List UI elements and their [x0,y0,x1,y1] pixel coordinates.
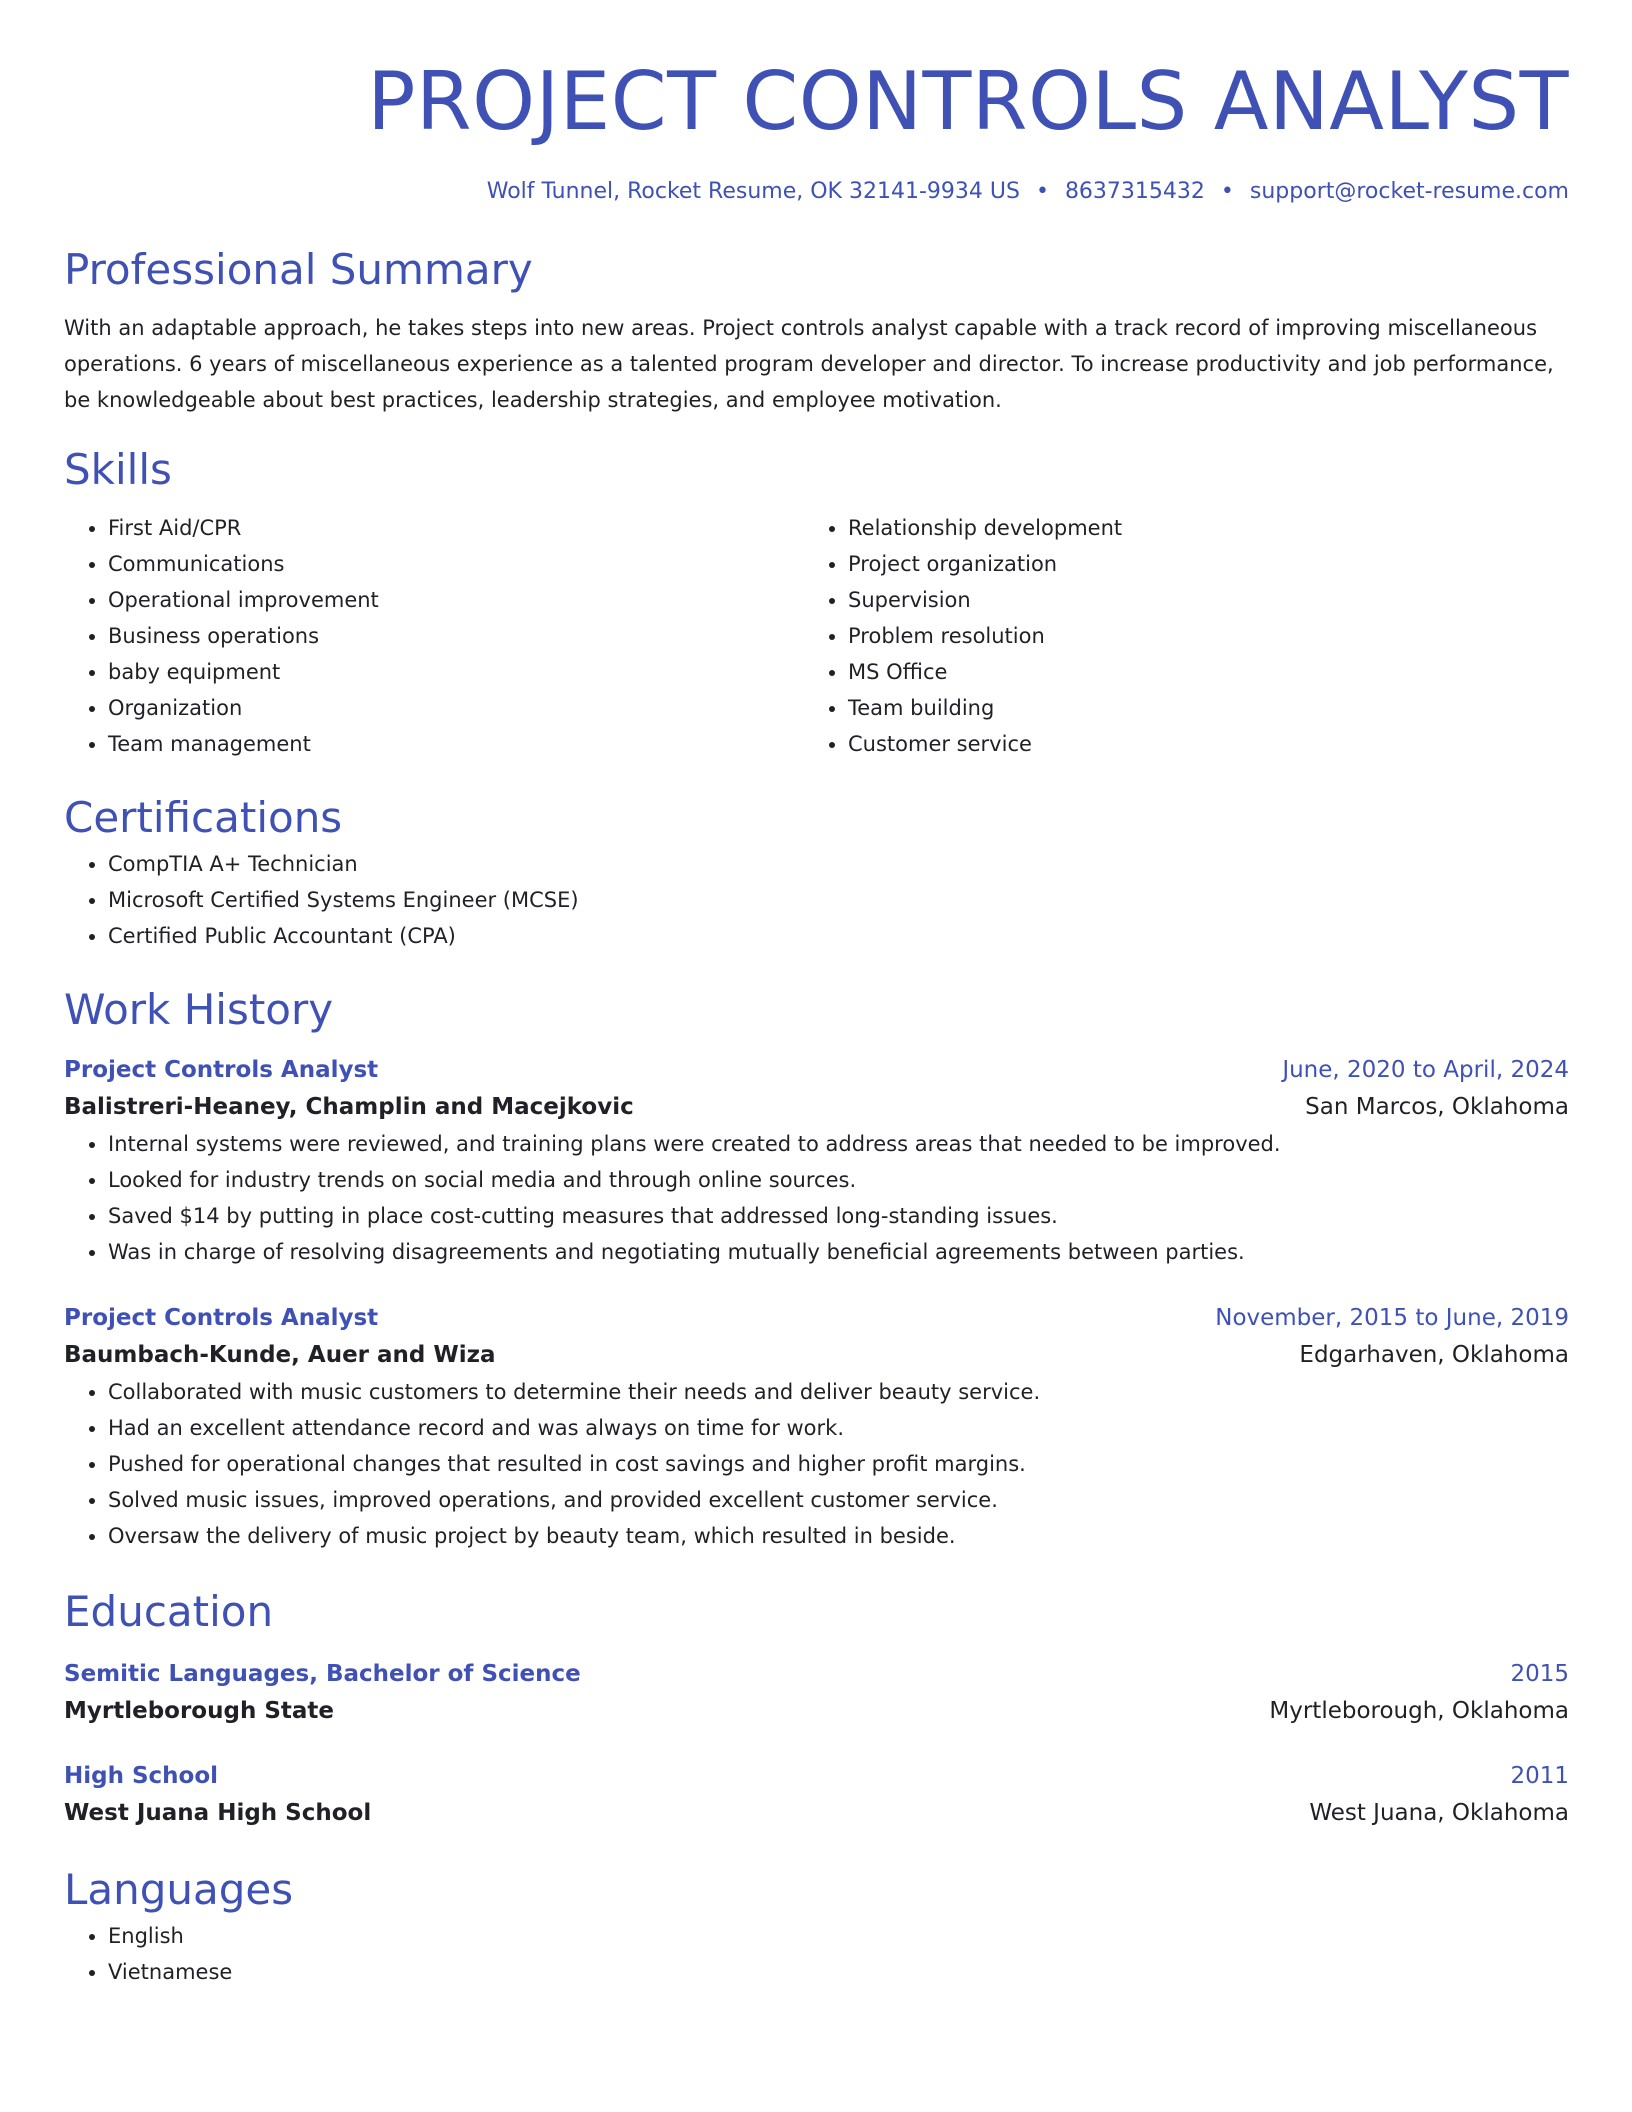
language-item: • English [108,1918,1569,1954]
job-duty: • Collaborated with music customers to determine their needs and deliver beauty service. [108,1374,1569,1410]
contact-address: Wolf Tunnel, Rocket Resume, OK 32141-9934 US [486,179,1020,204]
job-duty: • Was in charge of resolving disagreements and negotiating mutually beneficial agreements between parties. [108,1234,1569,1270]
work-entry-title-row [64,1052,1569,1088]
contact-line [64,176,1569,208]
work-entry-company-row [64,1336,1569,1374]
job-duty: • Had an excellent attendance record and was always on time for work. [108,1410,1569,1446]
education-heading: Education [64,1587,274,1636]
job-duties-list [64,1374,1569,1554]
work-entry [64,1052,1569,1270]
job-duty: • Looked for industry trends on social media and through online sources. [108,1162,1569,1198]
job-location: Edgarhaven, Oklahoma [1299,1342,1569,1368]
work-entry-company-row [64,1088,1569,1126]
certifications-heading: Certifications [64,793,343,842]
summary-heading: Professional Summary [64,245,533,294]
skill-item: • Relationship development [848,510,1544,546]
skill-item: • Communications [108,546,804,582]
skill-item: • Project organization [848,546,1544,582]
job-dates: November, 2015 to June, 2019 [1215,1305,1569,1331]
education-school-row [64,1692,1569,1730]
job-title: Project Controls Analyst [64,1305,379,1331]
skill-item: • Team management [108,726,804,762]
education-entry [64,1656,1569,1730]
company-name: Balistreri-Heaney, Champlin and Macejkovic [64,1094,634,1120]
skills-list-right [804,510,1544,762]
school-name: West Juana High School [64,1800,372,1826]
contact-phone: 8637315432 [1064,179,1205,204]
job-dates: June, 2020 to April, 2024 [1282,1057,1569,1083]
school-name: Myrtleborough State [64,1698,335,1724]
company-name: Baumbach-Kunde, Auer and Wiza [64,1342,496,1368]
job-title: Project Controls Analyst [64,1057,379,1083]
skill-item: • MS Office [848,654,1544,690]
skill-item: • Customer service [848,726,1544,762]
skills-list-left [64,510,804,762]
resume-header [64,52,1569,208]
certifications-list [64,846,1569,954]
job-duty: • Pushed for operational changes that resulted in cost savings and higher profit margins. [108,1446,1569,1482]
skills-heading: Skills [64,445,172,494]
skills-grid [64,510,1569,762]
candidate-title: PROJECT CONTROLS ANALYST [367,55,1569,148]
skill-item: • Business operations [108,618,804,654]
skill-item: • Operational improvement [108,582,804,618]
degree-name: High School [64,1763,219,1789]
contact-email[interactable]: support@rocket-resume.com [1249,179,1569,204]
language-item: • Vietnamese [108,1954,1569,1990]
summary-text: With an adaptable approach, he takes steps into new areas. Project controls analyst capable with a track record of improving miscellaneous operations. 6 years of miscellaneous experience as a talented program developer and director. To increase productivity and job performance, be knowledgeable about best practices, leadership strategies, and employee motivation. [64,316,1554,412]
job-duty: • Saved $14 by putting in place cost-cutting measures that addressed long-standing issues. [108,1198,1569,1234]
degree-name: Semitic Languages, Bachelor of Science [64,1661,581,1687]
skill-item: • Organization [108,690,804,726]
education-school-row [64,1794,1569,1832]
graduation-year: 2011 [1510,1763,1569,1789]
languages-heading: Languages [64,1865,294,1914]
contact-separator: • [1220,179,1234,204]
work-entry-title-row [64,1300,1569,1336]
certification-item: • CompTIA A+ Technician [108,846,1569,882]
certification-item: • Certified Public Accountant (CPA) [108,918,1569,954]
certification-item: • Microsoft Certified Systems Engineer (MCSE) [108,882,1569,918]
job-location: San Marcos, Oklahoma [1305,1094,1569,1120]
job-duty: • Solved music issues, improved operations, and provided excellent customer service. [108,1482,1569,1518]
skill-item: • Supervision [848,582,1544,618]
skill-item: • First Aid/CPR [108,510,804,546]
graduation-year: 2015 [1510,1661,1569,1687]
skill-item: • Problem resolution [848,618,1544,654]
contact-separator: • [1035,179,1049,204]
job-duty: • Internal systems were reviewed, and training plans were created to address areas that needed to be improved. [108,1126,1569,1162]
skill-item: • Team building [848,690,1544,726]
work-entry [64,1300,1569,1554]
work-history-heading: Work History [64,985,334,1034]
job-duty: • Oversaw the delivery of music project by beauty team, which resulted in beside. [108,1518,1569,1554]
education-entry [64,1758,1569,1832]
skill-item: • baby equipment [108,654,804,690]
education-degree-row [64,1758,1569,1794]
education-degree-row [64,1656,1569,1692]
school-location: West Juana, Oklahoma [1309,1800,1569,1826]
school-location: Myrtleborough, Oklahoma [1269,1698,1569,1724]
job-duties-list [64,1126,1569,1270]
languages-list [64,1918,1569,1990]
